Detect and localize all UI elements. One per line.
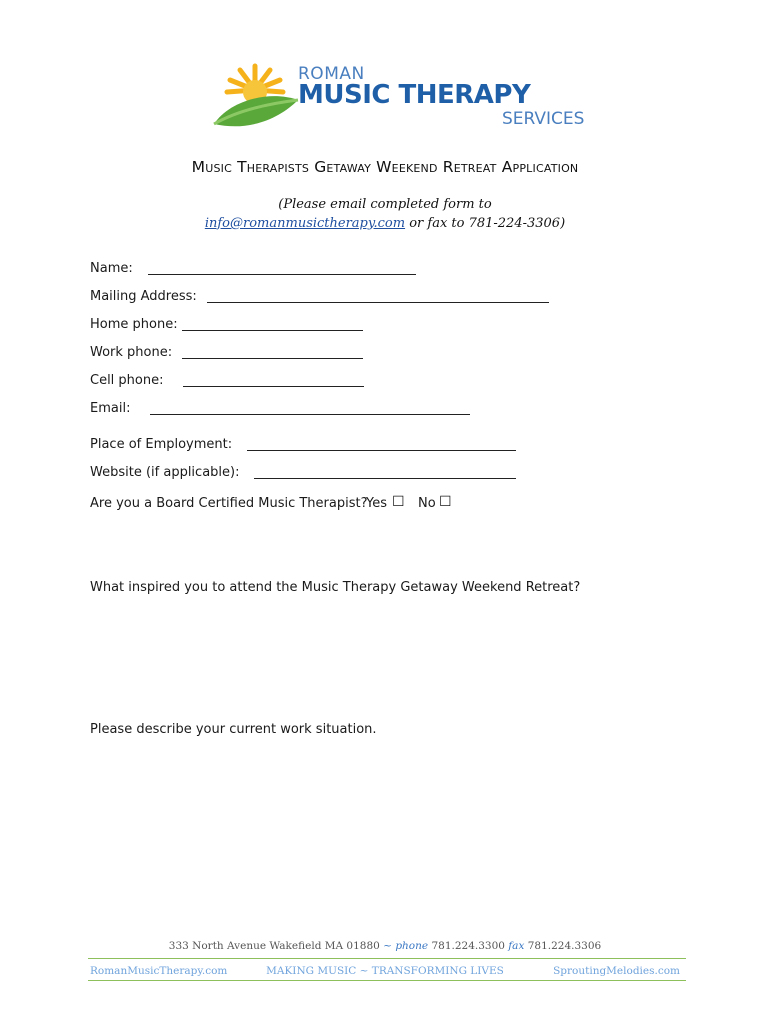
footer-phone-number: 781.224.3300: [431, 940, 505, 952]
footer-tagline: MAKING MUSIC ~ TRANSFORMING LIVES: [266, 965, 504, 977]
work-phone-label: Work phone:: [90, 345, 173, 360]
footer-address: [0, 940, 770, 952]
no-label: No: [418, 496, 436, 511]
instructions-prefix: (Please email completed form to: [278, 197, 492, 212]
footer-phone-label: phone: [395, 940, 429, 952]
work-phone-field[interactable]: [182, 358, 363, 359]
contact-email-link[interactable]: info@romanmusictherapy.com: [204, 216, 406, 231]
place-of-employment-label: Place of Employment:: [90, 437, 233, 452]
page-title: Music Therapists Getaway Weekend Retreat Application: [191, 158, 579, 176]
sun-leaf-logo-icon: [210, 60, 300, 136]
footer-fax-label: fax: [508, 940, 525, 952]
cell-phone-label: Cell phone:: [90, 373, 164, 388]
board-certified-question: Are you a Board Certified Music Therapist?: [90, 496, 368, 511]
mailing-address-label: Mailing Address:: [90, 289, 197, 304]
footer-bottom-divider: [88, 980, 686, 981]
footer-fax-number: 781.224.3306: [527, 940, 602, 952]
place-of-employment-field[interactable]: [247, 450, 516, 451]
home-phone-label: Home phone:: [90, 317, 178, 332]
work-situation-question: Please describe your current work situation.: [90, 722, 377, 737]
logo-text-services: SERVICES: [502, 109, 585, 129]
website-field[interactable]: [254, 478, 516, 479]
logo-text-music-therapy: MUSIC THERAPY: [298, 80, 531, 110]
work-situation-answer-area[interactable]: [90, 742, 686, 922]
yes-label: Yes: [366, 496, 387, 511]
footer-sprouting-melodies-link[interactable]: SproutingMelodies.com: [553, 965, 680, 977]
email-field[interactable]: [150, 414, 470, 415]
inspired-answer-area[interactable]: [90, 600, 686, 700]
mailing-address-field[interactable]: [207, 302, 549, 303]
footer-street-address: 333 North Avenue Wakefield MA 01880: [168, 940, 380, 952]
instructions-suffix: or fax to 781-224-3306): [409, 216, 566, 231]
submission-instructions: [0, 195, 770, 233]
yes-checkbox[interactable]: ☐: [392, 494, 405, 510]
home-phone-field[interactable]: [182, 330, 363, 331]
cell-phone-field[interactable]: [183, 386, 364, 387]
logo-text-roman: ROMAN: [298, 64, 365, 84]
inspired-question: What inspired you to attend the Music Therapy Getaway Weekend Retreat?: [90, 580, 581, 595]
no-checkbox[interactable]: ☐: [439, 494, 452, 510]
footer-separator: ~: [383, 940, 392, 952]
name-label: Name:: [90, 261, 133, 276]
name-field[interactable]: [148, 274, 416, 275]
website-label: Website (if applicable):: [90, 465, 240, 480]
footer-website-link[interactable]: RomanMusicTherapy.com: [90, 965, 228, 977]
company-logo: [210, 58, 585, 138]
email-label: Email:: [90, 401, 131, 416]
footer-top-divider: [88, 958, 686, 959]
